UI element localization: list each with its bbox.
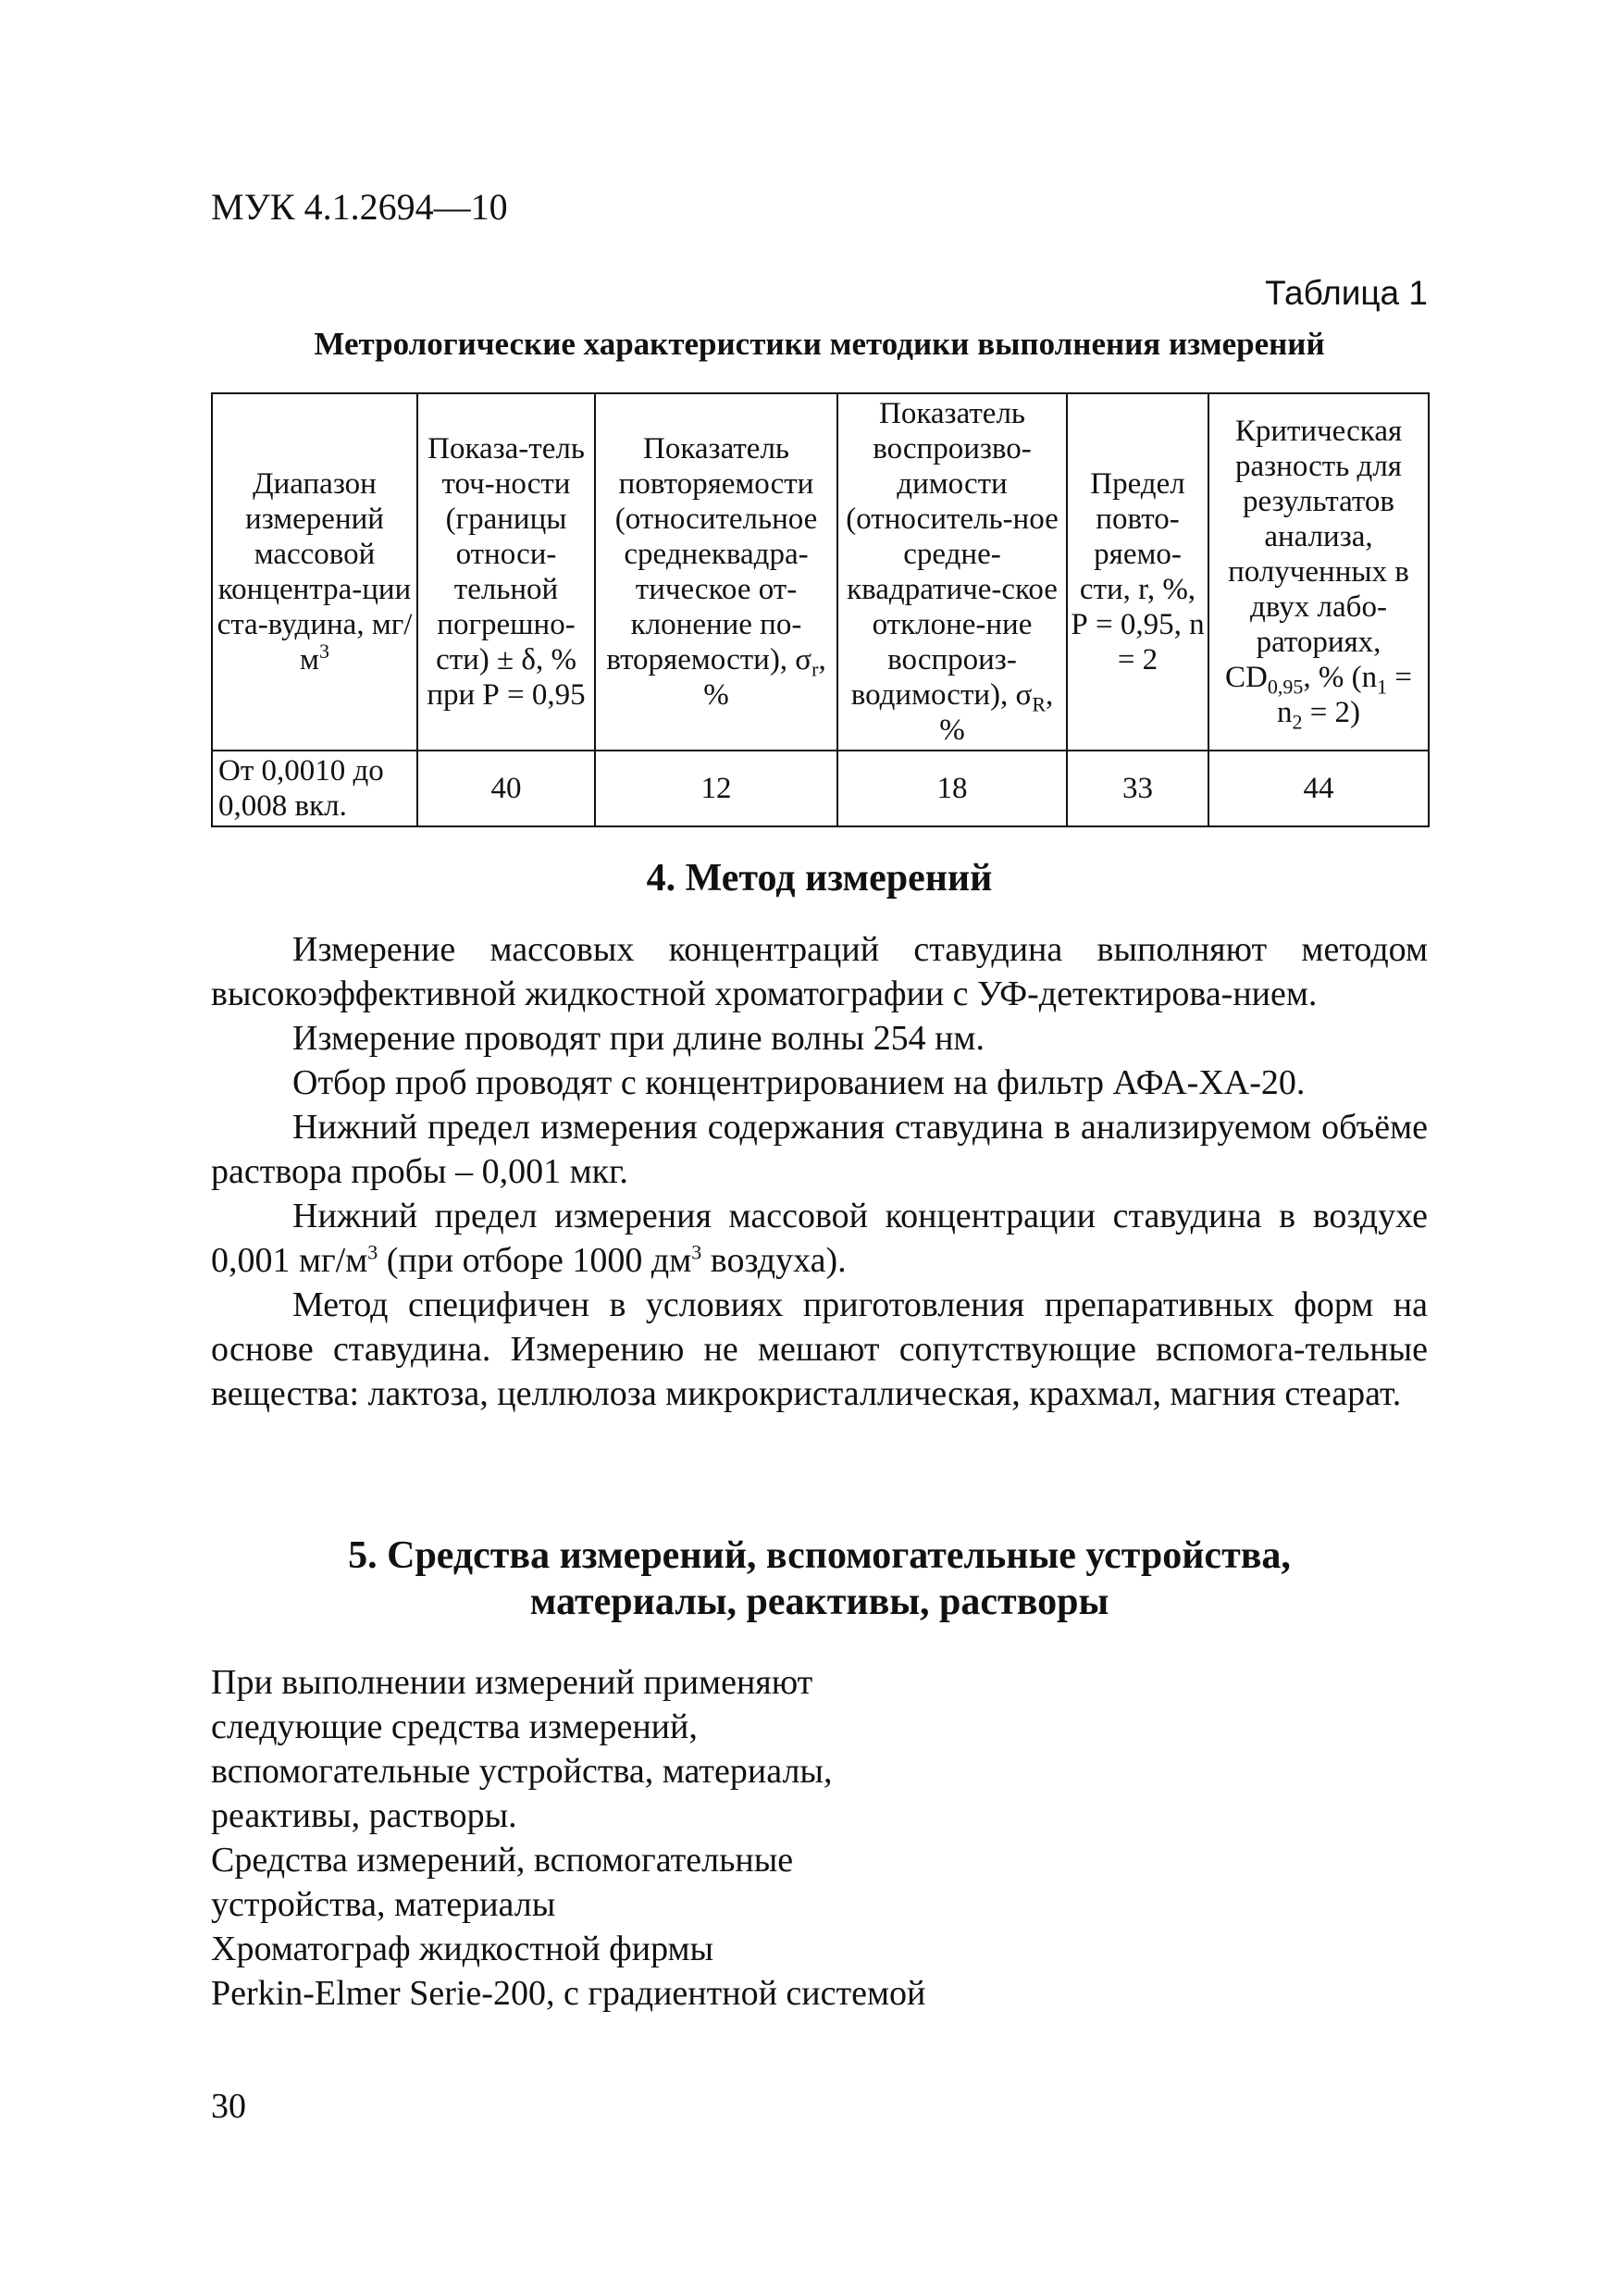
document-code: МУК 4.1.2694—10 [211,186,508,228]
section-5-heading-line: 5. Средства измерений, вспомогательные устройства, [348,1534,1291,1577]
section-5-heading [211,1533,1428,1625]
cell-range: От 0,0010 до 0,008 вкл. [212,751,417,826]
cell-accuracy: 40 [417,751,595,826]
header-reproducibility: Показатель воспроизво-димости (относитель-ное средне-квадратиче-ское отклоне-ние воспроиз-водимости), $\sigma_R$, % [837,393,1067,751]
metrology-table [211,392,1430,827]
cell-critical-difference: 44 [1208,751,1429,826]
paragraph: Отбор проб проводят с концентрированием на фильтр АФА-ХА-20. [292,1063,1306,1102]
table-row [212,751,1429,826]
header-accuracy: Показа-тель точ-ности (границы относи-тельной погрешно-сти) ± δ, % при Р = 0,95 [417,393,595,751]
section-4-heading: 4. Метод измерений [646,857,993,900]
text-line: устройства, материалы [211,1885,556,1924]
header-repeatability-limit: Предел повто-ряемо-сти, r, %, Р = 0,95, n = 2 [1067,393,1208,751]
paragraph: Измерение массовых концентраций ставудина выполняют методом высокоэффективной жидкостной хроматографии с УФ-детектирова-нием. [211,930,1428,1013]
text-line: следующие средства измерений, [211,1707,698,1746]
text-line: Perkin-Elmer Serie-200, с градиентной системой [211,1974,926,2013]
text-line: реактивы, растворы. [211,1796,517,1835]
page-number: 30 [211,2087,246,2126]
header-critical-difference: Критическая разность для результатов анализа, полученных в двух лабо-раториях, $CD_{0,95}$, % $(n_1 = n_2 = 2)$ [1208,393,1429,751]
text-line: Хроматограф жидкостной фирмы [211,1930,714,1968]
table-caption: Метрологические характеристики методики выполнения измерений [314,326,1325,362]
section-5-text [211,1660,1044,2016]
paragraph: Измерение проводят при длине волны 254 нм. [292,1019,985,1058]
text-line: Средства измерений, вспомогательные [211,1841,794,1880]
cell-repeatability-limit: 33 [1067,751,1208,826]
section-5-heading-line: материалы, реактивы, растворы [529,1581,1109,1623]
header-range: Диапазон измерений массовой концентра-ции ста-вудина, $мг/м^3$ [212,393,417,751]
text-line: вспомогательные устройства, материалы, [211,1752,833,1791]
table-number: Таблица 1 [1265,274,1428,312]
paragraph: Метод специфичен в условиях приготовления препаративных форм на основе ставудина. Измерению не мешают сопутствующие вспомога-тельные вещества: лактоза, целлюлоза микрокристаллическая, крахмал, магния стеарат. [211,1285,1428,1413]
text-line: При выполнении измерений применяют [211,1663,813,1702]
table-header-row [212,393,1429,751]
cell-repeatability: 12 [595,751,837,826]
paragraph: Нижний предел измерения содержания ставудина в анализируемом объёме раствора пробы – 0,001 мкг. [211,1108,1428,1191]
cell-reproducibility: 18 [837,751,1067,826]
header-repeatability: Показатель повторяемости (относительное среднеквадра-тическое от-клонение по-вторяемости), $\sigma_r$, % [595,393,837,751]
section-4-body [211,927,1428,1416]
paragraph: Нижний предел измерения массовой концентрации ставудина в воздухе 0,001 $мг/м^3$ (при отборе 1000 $дм^3$ воздуха). [211,1197,1428,1280]
